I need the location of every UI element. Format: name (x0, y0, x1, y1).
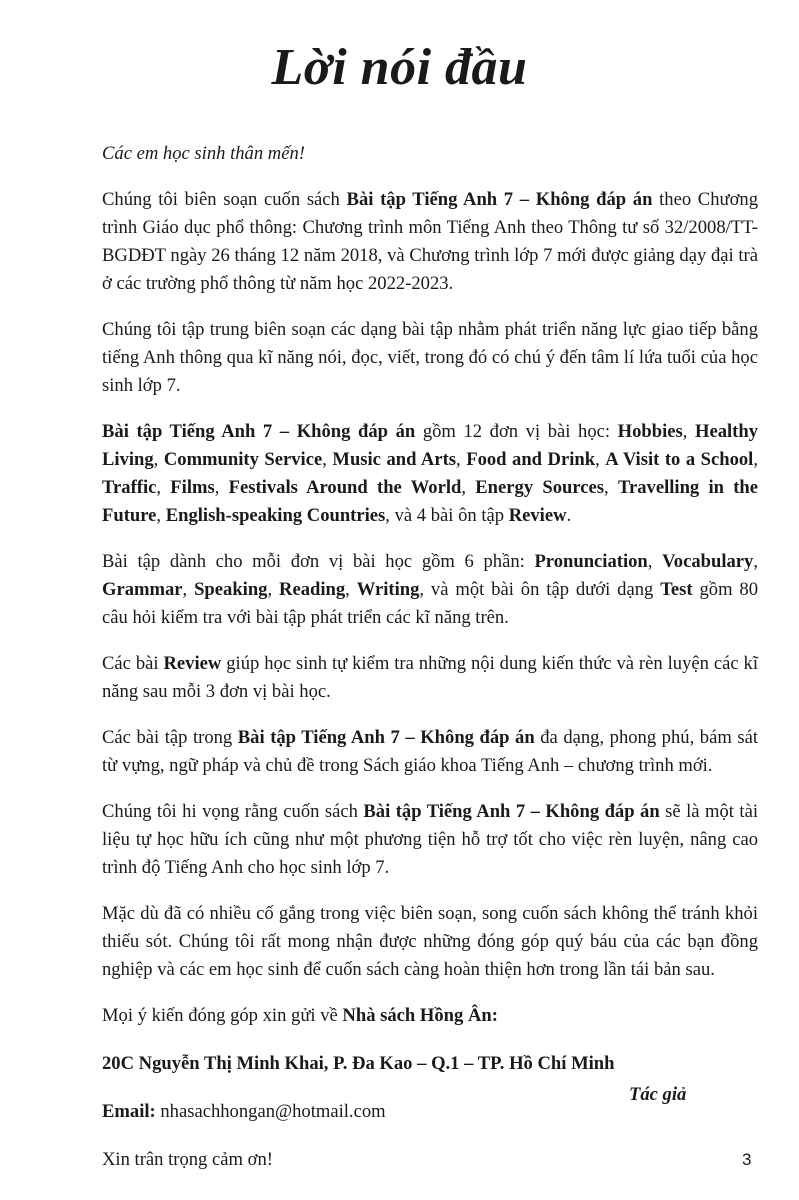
paragraph-6-text-a: Các bài tập trong (102, 727, 238, 748)
part-name: Speaking (194, 579, 268, 600)
paragraph-6 (102, 724, 758, 780)
part-name: Writing (356, 579, 420, 600)
salutation: Các em học sinh thân mến! (102, 143, 305, 164)
part-name: Grammar (102, 579, 183, 600)
paragraph-2: Chúng tôi tập trung biên soạn các dạng bài tập nhằm phát triển năng lực giao tiếp bằng tiếng Anh thông qua kĩ năng nói, đọc, viết, trong đó có chú ý đến tâm lí lứa tuổi của học sinh lớp 7. (102, 319, 758, 396)
paragraph-4-mid: , và một bài ôn tập dưới dạng (419, 579, 661, 600)
paragraph-8: Mặc dù đã có nhiều cố gắng trong việc biên soạn, song cuốn sách không thể tránh khỏi thiếu sót. Chúng tôi rất mong nhận được những đóng góp quý báu của các bạn đồng nghiệp và các em học sinh để cuốn sách càng hoàn thiện hơn trong lần tái bản sau. (102, 903, 758, 980)
paragraph-4: Bài tập dành cho mỗi đơn vị bài học gồm 6 phần: Pronunciation, Vocabulary, Grammar, Speaking, Reading, Writing, và một bài ôn tập dưới dạng Test gồm 80 câu hỏi kiểm tra với bài tập phát triển các kĩ năng trên. (102, 551, 759, 628)
paragraph-4-end: gồm 80 câu hỏi kiểm tra với bài tập phát triển các kĩ năng trên. (102, 579, 759, 628)
contact-intro: Mọi ý kiến đóng góp xin gửi về (102, 1005, 343, 1026)
part-name: Vocabulary (662, 551, 754, 572)
paragraph-7-text-a: Chúng tôi hi vọng rằng cuốn sách (102, 801, 364, 822)
paragraph-3: Bài tập Tiếng Anh 7 – Không đáp án gồm 12 đơn vị bài học: Hobbies, Healthy Living, Community Service, Music and Arts, Food and Drink, A Visit to a School, Traffic, Films, Festivals Around the World, Energy Sources, Travelling in the Future, English-speaking Countries, và 4 bài ôn tập Review. (102, 421, 759, 526)
email-label: Email: (102, 1101, 156, 1122)
publisher-address: 20C Nguyễn Thị Minh Khai, P. Đa Kao – Q.1 – TP. Hồ Chí Minh (102, 1053, 615, 1074)
page-number: 3 (742, 1150, 752, 1169)
paragraph-7 (102, 798, 758, 882)
publisher-name: Nhà sách Hồng Ân: (342, 1005, 498, 1026)
email-address: nhasachhongan@hotmail.com (155, 1101, 386, 1122)
unit-name: Films (170, 477, 215, 498)
unit-name: A Visit to a School (605, 449, 754, 470)
paragraph-5-text-c: giúp học sinh tự kiểm tra những nội dung kiến thức và rèn luyện các kĩ năng sau mỗi 3 đơn vị bài học. (102, 653, 759, 702)
part-name: Reading (279, 579, 346, 600)
unit-name: Community Service (163, 449, 323, 470)
paragraph-3-intro: gồm 12 đơn vị bài học: (415, 421, 618, 442)
paragraph-3-review-intro: , và 4 bài ôn tập (385, 505, 509, 526)
book-title: Bài tập Tiếng Anh 7 – Không đáp án (237, 727, 535, 748)
author-signature: Tác giả (629, 1084, 687, 1105)
unit-name: Food and Drink (466, 449, 596, 470)
page-title: Lời nói đầu (271, 39, 528, 96)
unit-name: Energy Sources (475, 477, 605, 498)
paragraph-3-end: . (566, 505, 572, 526)
unit-name: English-speaking Countries (165, 505, 386, 526)
paragraph-4-intro: Bài tập dành cho mỗi đơn vị bài học gồm 6 phần: (102, 551, 535, 572)
paragraph-7-text-c: sẽ là một tài liệu tự học hữu ích cũng như một phương tiện hỗ trợ tốt cho việc rèn luyện, nâng cao trình độ Tiếng Anh cho học sinh lớp 7. (102, 801, 758, 878)
closing-line: Xin trân trọng cảm ơn! (102, 1149, 273, 1170)
contact-line (102, 1002, 758, 1030)
review-label: Review (508, 505, 567, 526)
preface-body (102, 140, 758, 1194)
review-label: Review (163, 653, 222, 674)
book-title: Bài tập Tiếng Anh 7 – Không đáp án (346, 189, 653, 210)
part-name: Pronunciation (534, 551, 648, 572)
unit-name: Hobbies (617, 421, 683, 442)
paragraph-5 (102, 650, 758, 706)
paragraph-6-text-c: đa dạng, phong phú, bám sát từ vựng, ngữ pháp và chủ đề trong Sách giáo khoa Tiếng Anh – chương trình mới. (102, 727, 758, 776)
unit-name: Music and Arts (332, 449, 457, 470)
book-title: Bài tập Tiếng Anh 7 – Không đáp án (102, 421, 416, 442)
paragraph-1-text-c: theo Chương trình Giáo dục phổ thông: Chương trình môn Tiếng Anh theo Thông tư số 32/2008/TT-BGDĐT ngày 26 tháng 12 năm 2018, và Chương trình lớp 7 mới được giảng dạy đại trà ở các trường phổ thông từ năm học 2022-2023. (102, 189, 759, 294)
unit-name: Traffic (102, 477, 157, 498)
unit-name: Festivals Around the World (228, 477, 462, 498)
paragraph-1-text-a: Chúng tôi biên soạn cuốn sách (102, 189, 347, 210)
paragraph-5-text-a: Các bài (102, 653, 164, 674)
unit-name: Travelling in the Future (102, 477, 759, 526)
paragraph-1 (102, 186, 758, 298)
address-line (102, 1050, 758, 1078)
unit-name: Healthy Living (102, 421, 759, 470)
test-label: Test (660, 579, 693, 600)
book-title: Bài tập Tiếng Anh 7 – Không đáp án (363, 801, 660, 822)
